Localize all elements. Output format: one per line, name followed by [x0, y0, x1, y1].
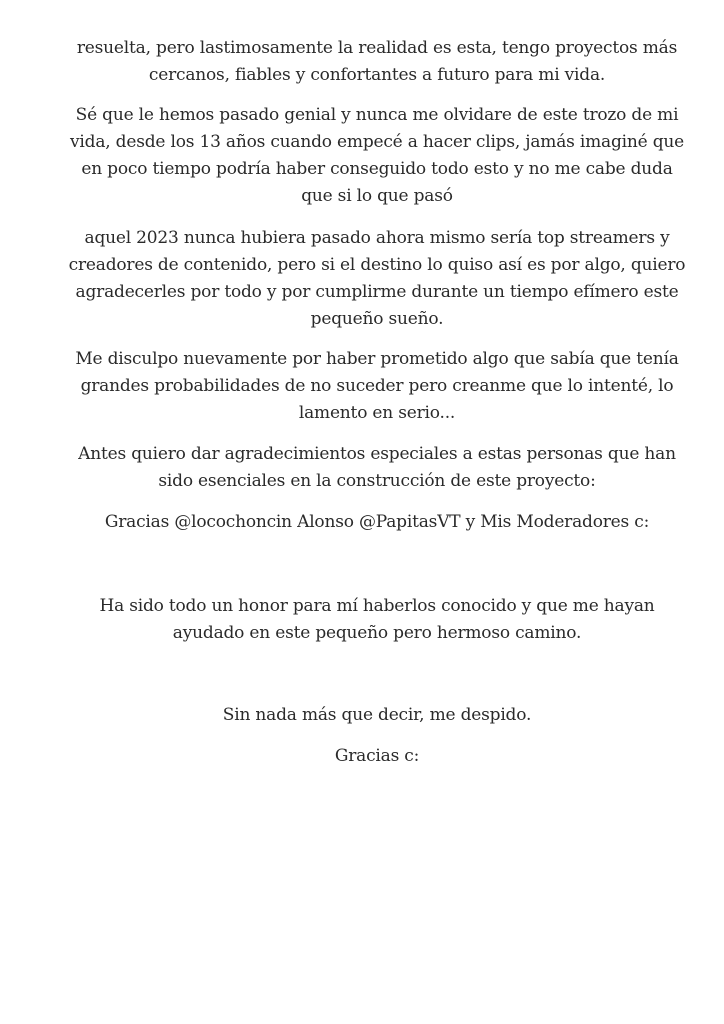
paragraph-7: Ha sido todo un honor para mí haberlos conocido y que me hayan ayudado en este pequeño pero hermoso camino. [99, 596, 655, 643]
paragraph-5: Antes quiero dar agradecimientos especiales a estas personas que han sido esenciales en la construcción de este proyecto: [78, 444, 676, 491]
paragraph-8-farewell: Sin nada más que decir, me despido. [222, 705, 532, 725]
paragraph-1: resuelta, pero lastimosamente la realidad es esta, tengo proyectos más cercanos, fiables y confortantes a futuro para mi vida. [76, 38, 678, 85]
paragraph-3: aquel 2023 nunca hubiera pasado ahora mismo sería top streamers y creadores de contenido, pero si el destino lo quiso así es por algo, quiero agradecerles por todo y por cumplirme durante un tiempo efímero este pequeño sueño. [68, 228, 686, 329]
paragraph-4: Me disculpo nuevamente por haber prometido algo que sabía que tenía grandes probabilidades de no suceder pero creanme que lo intenté, lo lamento en serio... [75, 349, 679, 423]
paragraph-6-thanks: Gracias @locochoncin Alonso @PapitasVT y Mis Moderadores c: [104, 512, 650, 532]
paragraph-9-closing: Gracias c: [334, 746, 420, 766]
paragraph-2: Sé que le hemos pasado genial y nunca me olvidare de este trozo de mi vida, desde los 13 años cuando empecé a hacer clips, jamás imaginé que en poco tiempo podría haber conseguido todo esto y no me cabe duda que si lo que pasó [70, 105, 684, 206]
